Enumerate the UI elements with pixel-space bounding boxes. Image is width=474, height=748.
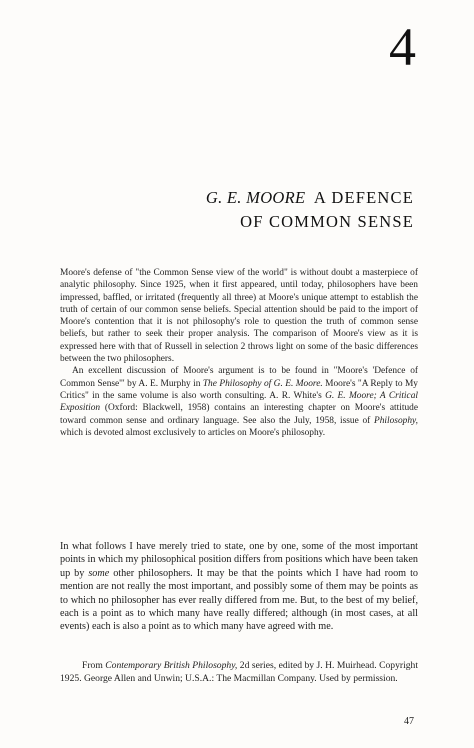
source-note — [60, 660, 418, 685]
source-text-a: From — [82, 660, 106, 671]
intro-paragraph-2 — [60, 365, 418, 439]
body-p1-text-a: In what follows I have merely tried to state, one by one, some of the most important points in which my philosophical position differs from positions which have been taken up by — [60, 541, 418, 579]
source-text-c: 2d series, edited by J. H. Muirhead. Copyright 1925. George Allen and Unwin; U.S.A.: The Macmillan Company. Used by permission. — [60, 660, 418, 684]
intro-p2-text-c: Moore's "A Reply to My Critics" in the same volume is also worth consulting. A. R. White's — [60, 378, 418, 401]
intro-p2-text-a: An excellent discussion of Moore's argument is to be found in "Moore's 'Defence of Common Sense'" by A. E. Murphy in — [60, 366, 418, 389]
body-p1-emphasis: some — [88, 567, 110, 579]
body-p1-text-c: other philosophers. It may be that the points which I have had room to mention are not really the most important, and possibly some of them may be points as to which no philosopher has ever really differed from me. But, to the best of my belief, each is a point as to which many have really differed; although (in most cases, at all events) each is also a point as to which many have agreed with me. — [60, 567, 418, 633]
intro-p1-text: Moore's defense of "the Common Sense view of the world" is without doubt a masterpiece of analytic philosophy. Since 1925, when it first appeared, until today, philosophers have been impressed, baffled, or irritated (frequently all three) at Moore's unique attempt to establish the truth of certain of our common sense beliefs. Special attention should be paid to the import of Moore's contention that it is not philosophy's role to question the truth of common sense beliefs, but rather to seek their proper analysis. The comparison of Moore's view as it is expressed here with that of Russell in selection 2 throws light on some of the basic differences between the two philosophers. — [60, 268, 418, 365]
intro-p2-book-title-1: The Philosophy of G. E. Moore. — [202, 378, 323, 389]
source-note-paragraph — [60, 660, 418, 685]
essay-body — [60, 540, 418, 634]
intro-p2-text-e: (Oxford: Blackwell, 1958) contains an interesting chapter on Moore's attitude toward common sense and ordinary language. See also the July, 1958, issue of — [60, 403, 418, 426]
intro-p2-text-g: which is devoted almost exclusively to articles on Moore's philosophy. — [60, 427, 326, 438]
chapter-title-line-2: OF COMMON SENSE — [240, 212, 414, 231]
intro-p2-journal-title: Philosophy, — [373, 415, 418, 426]
chapter-author: G. E. MOORE — [205, 188, 306, 207]
body-paragraph-1 — [60, 540, 418, 634]
intro-p2-book-title-2: G. E. Moore; A Critical Exposition — [60, 390, 418, 414]
editor-introduction — [60, 267, 418, 439]
chapter-title — [206, 186, 414, 234]
intro-paragraph-1 — [60, 267, 418, 365]
chapter-title-line-1 — [206, 186, 414, 210]
source-book-title: Contemporary British Philosophy, — [105, 660, 238, 671]
page-number: 47 — [404, 716, 414, 727]
chapter-title-text-1: A DEFENCE — [313, 188, 414, 207]
chapter-number: 4 — [389, 17, 416, 77]
